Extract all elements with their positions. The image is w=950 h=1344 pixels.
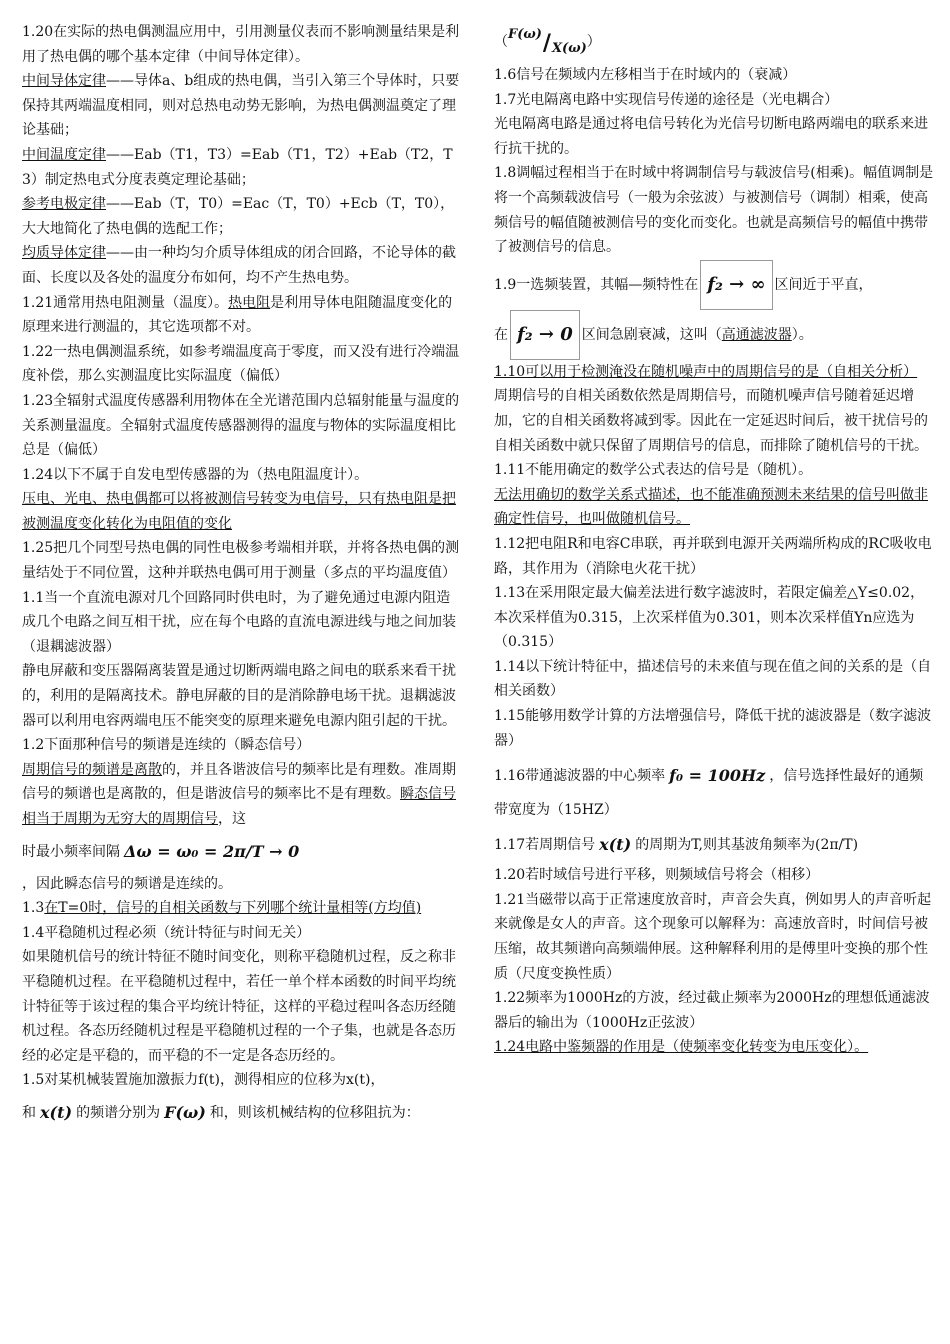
explanation-1-1: 静电屏蔽和变压器隔离装置是通过切断两端电路之间电的联系来看干扰的，利用的是隔离技术。静电屏蔽的目的是消除静电场干扰。退耦滤波器可以利用电容两端电压不能突变的原理来避免电源内阻引起的干扰。 — [22, 663, 456, 729]
law-title: 中间温度定律 — [22, 146, 106, 163]
question-text: 1.24以下不属于自发电型传感器的为（热电阻温度计）。 — [22, 466, 369, 483]
question-1-6: 1.6信号在频域内左移相当于在时域内的（衰减） — [494, 67, 797, 83]
explanation-text: 的，并且各谐波信号的频率比是有理数。准周期信号的频谱也是离散的，但是谐波信号的频率比不是有理数。 — [22, 761, 456, 803]
delta-omega-formula: Δω = ω₀ = 2π/T → 0 — [124, 841, 300, 861]
explanation-1-7: 光电隔离电路是通过将电信号转化为光信号切断电路两端电的联系来进行抗干扰的。 — [494, 116, 928, 157]
question-1-9-cont — [494, 310, 934, 360]
explanation-1-24: 压电、光电、热电偶都可以将被测信号转变为电信号，只有热电阻是把被测温度变化转化为电阻值的变化 — [22, 491, 456, 532]
question-text: 1.16带通滤波器的中心频率 — [494, 768, 666, 785]
answer-1-5-fraction — [494, 22, 934, 63]
question-1-23 — [22, 389, 462, 463]
question-1-13: 1.13在采用限定最大偏差法进行数字滤波时，若限定偏差△Y≤0.02，本次采样值为0.315，上次采样值为0.301，则本次采样值Yn应选为（0.315） — [494, 585, 925, 651]
law-middle-temperature — [22, 143, 462, 192]
question-text: 1.1当一个直流电源对几个回路同时供电时，为了避免通过电源内阻造成几个电路之间互相干扰，应在每个电路的直流电源进线与地之间加装（退耦滤波器） — [22, 589, 456, 655]
question-1-12: 1.12把电阻R和电容C串联，再并联到电源开关两端所构成的RC吸收电路，其作用为（消除电火花干扰） — [494, 535, 932, 577]
question-1-16 — [494, 759, 934, 827]
question-text: 1.21通常用热电阻测量（温度）。 — [22, 294, 229, 311]
center-frequency-formula: f₀ = 100Hz — [669, 766, 766, 786]
question-1-20 — [22, 20, 462, 69]
question-1-5 — [22, 1068, 462, 1093]
question-1-2 — [22, 733, 462, 758]
question-1-20-right: 1.20若时域信号进行平移，则频域信号将会（相移） — [494, 867, 820, 884]
question-1-5-cont — [22, 1093, 462, 1133]
paren: ） — [586, 34, 601, 50]
fraction-numerator: F(ω) — [508, 27, 542, 42]
impedance-fraction: F(ω) / X(ω) — [508, 23, 587, 63]
question-text: 1.23全辐射式温度传感器利用物体在全光谱范围内总辐射能量与温度的关系测量温度。全辐射式温度传感器测得的温度与物体的实际温度相比总是（偏低） — [22, 392, 460, 459]
question-1-1 — [22, 586, 462, 660]
law-title: 参考电极定律 — [22, 196, 106, 213]
question-number: 1.3 — [22, 900, 45, 917]
question-text: 1.9一选频装置，其幅—频特性在 — [494, 276, 699, 293]
law-text: ——Eab（T，T0）=Eac（T，T0）+Ecb（T，T0），大大地简化了热电偶的选配工作； — [22, 196, 455, 237]
question-text: 的周期为T,则其基波角频率为(2π/T) — [635, 837, 859, 854]
f2-zero-formula: f₂ → 0 — [510, 310, 580, 360]
question-text: 1.22一热电偶测温系统，如参考端温度高于零度，而又没有进行冷端温度补偿，那么实测温度比实际温度（偏低） — [22, 343, 460, 385]
question-1-9 — [494, 260, 934, 310]
question-text: 1.25把几个同型号热电偶的同性电极参考端相并联，并将各热电偶的测量结处于不同位置，这种并联热电偶可用于测量（多点的平均温度值） — [22, 540, 460, 582]
question-1-22 — [22, 340, 462, 389]
underlined-term: 热电阻 — [228, 294, 271, 311]
law-text: ——导体a、b组成的热电偶，当引入第三个导体时，只要保持其两端温度相同，则对总热电动势无影响，为热电偶测温奠定了理论基础； — [22, 73, 460, 139]
explanation-1-2 — [22, 758, 462, 832]
question-text: 在 — [494, 326, 508, 343]
explanation-1-2-formula — [22, 832, 462, 872]
law-text: ——由一种均匀介质导体组成的闭合回路，不论导体的截面、长度以及各处的温度分布如何，均不产生热电势。 — [22, 245, 456, 286]
fraction-denominator: X(ω) — [551, 41, 587, 56]
question-text: 和 — [22, 1104, 36, 1121]
explanation-text: 时最小频率间隔 — [22, 843, 120, 860]
right-column — [494, 22, 934, 1060]
question-1-10: 1.10可以用于检测淹没在随机噪声中的周期信号的是（自相关分析） — [494, 363, 918, 380]
F-omega-formula: F(ω) — [164, 1102, 206, 1122]
question-1-21 — [22, 291, 462, 340]
question-text: 的频谱分别为 — [76, 1104, 161, 1121]
question-1-24-right: 1.24电路中鉴频器的作用是（使频率变化转变为电压变化）。 — [494, 1039, 869, 1056]
explanation-text: 是利用导体电阻随温度变化的原理来进行测温的，其它选项都不对。 — [22, 294, 453, 336]
explanation-1-2-end: ，因此瞬态信号的频谱是连续的。 — [22, 875, 232, 892]
law-title: 中间导体定律 — [22, 73, 106, 90]
explanation-1-11: 无法用确切的数学关系式描述，也不能准确预测未来结果的信号叫做非确定性信号，也叫做随机信号。 — [494, 486, 928, 528]
question-1-22-right: 1.22频率为1000Hz的方波，经过截止频率为2000Hz的理想低通滤波器后的输出为（1000Hz正弦波） — [494, 990, 930, 1031]
question-1-21-right: 1.21当磁带以高于正常速度放音时，声音会失真，例如男人的声音听起来就像是女人的声音。这个现象可以解释为：高速放音时，时间信号被压缩，故其频谱向高频端伸展。这种解释利用的是傅里叶变换的那个性质（尺度变换性质） — [494, 891, 932, 982]
question-text: ）。 — [791, 326, 813, 343]
law-text: ——Eab（T1，T3）=Eab（T1，T2）+Eab（T2，T3）制定热电式分度表奠定理论基础； — [22, 146, 453, 188]
question-1-11: 1.11不能用确定的数学公式表达的信号是（随机）。 — [494, 462, 813, 479]
question-text: 1.17若周期信号 — [494, 837, 596, 854]
question-1-15: 1.15能够用数学计算的方法增强信号，降低干扰的滤波器是（数字滤波器） — [494, 708, 932, 749]
question-1-4 — [22, 921, 462, 946]
question-1-14: 1.14以下统计特征中，描述信号的未来值与现在值之间的关系的是（自相关函数） — [494, 658, 932, 700]
explanation-1-10: 周期信号的自相关函数依然是周期信号，而随机噪声信号随着延迟增加，它的自相关函数将减到零。因此在一定延迟时间后，被干扰信号的自相关函数中就只保留了周期信号的信息，而排除了随机信号的干扰。 — [494, 388, 928, 454]
explanation-text: ，这 — [218, 811, 246, 827]
question-1-17 — [494, 827, 934, 863]
question-text: 1.2下面那种信号的频谱是连续的（瞬态信号） — [22, 737, 311, 754]
question-text: 区间近于平直， — [774, 276, 873, 293]
question-text: 和，则该机械结构的位移阻抗为： — [209, 1104, 420, 1121]
question-text: 1.5对某机械装置施加激振力f(t)，测得相应的位移为x(t)， — [22, 1072, 385, 1089]
question-1-7: 1.7光电隔离电路中实现信号传递的途径是（光电耦合） — [494, 91, 839, 108]
question-1-24 — [22, 463, 462, 488]
question-1-25 — [22, 536, 462, 585]
paren: （ — [494, 34, 508, 50]
left-column — [22, 20, 462, 1133]
underlined-answer: 高通滤波器 — [721, 326, 792, 343]
explanation-1-4: 如果随机信号的统计特征不随时间变化，则称平稳随机过程，反之称非平稳随机过程。在平稳随机过程中，若任一单个样本函数的时间平均统计特征等于该过程的集合平均统计特征，这样的平稳过程叫各态历经随机过程。各态历经随机过程是平稳随机过程的一个子集，也就是各态历经的必定是平稳的，而平稳的不一定是各态历经的。 — [22, 949, 456, 1064]
underlined-term: 瞬态信号相当于周期为无穷大的周期信号 — [22, 786, 456, 827]
question-text: 1.20在实际的热电偶测温应用中，引用测量仪表而不影响测量结果是利用了热电偶的哪个基本定律（中间导体定律）。 — [22, 24, 460, 65]
question-text: 区间急剧衰减，这叫（ — [581, 326, 722, 343]
law-reference-electrode — [22, 192, 462, 241]
x-t-formula: x(t) — [599, 835, 632, 855]
x-t-formula: x(t) — [40, 1102, 73, 1122]
underlined-question: 在T=0时，信号的自相关函数与下列哪个统计量相等(方均值) — [44, 900, 422, 917]
question-text: ，信号选择性最好的通频带宽度为（15HZ） — [494, 768, 924, 819]
law-homogeneous-conductor — [22, 241, 462, 290]
law-title: 均质导体定律 — [22, 245, 106, 262]
question-text: 1.4平稳随机过程必须（统计特征与时间无关） — [22, 924, 311, 941]
law-middle-conductor — [22, 69, 462, 143]
question-1-3 — [22, 896, 462, 921]
underlined-term: 周期信号的频谱是离散 — [22, 761, 162, 778]
f2-infinity-formula: f₂ → ∞ — [700, 260, 772, 310]
question-1-8: 1.8调幅过程相当于在时域中将调制信号与载波信号(相乘)。幅值调制是将一个高频载波信号（一般为余弦波）与被测信号（调制）相乘，使高频信号的幅值随被测信号的变化而变化。也就是高频信号的幅值中携带了被测信号的信息。 — [494, 165, 934, 256]
